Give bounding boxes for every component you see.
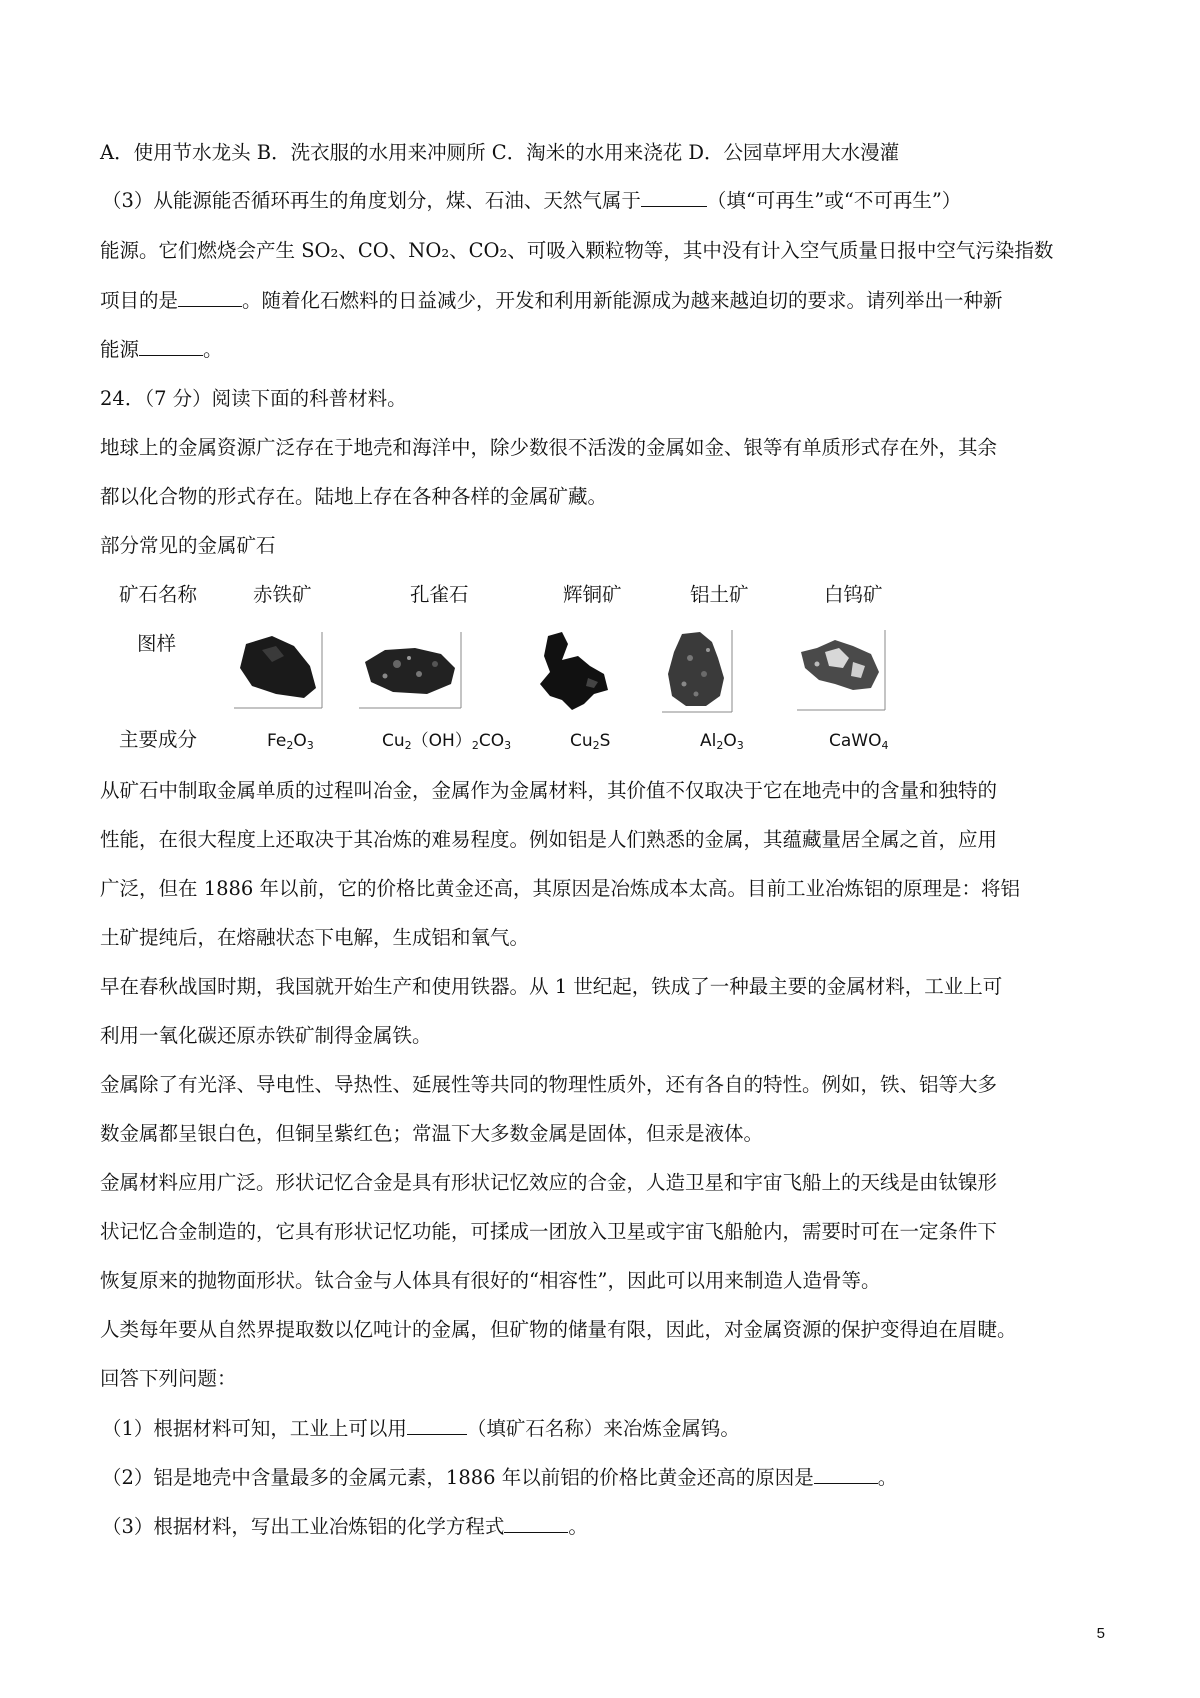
malachite-ore-image xyxy=(357,630,467,710)
text-segment: 项目的是 xyxy=(100,289,179,312)
ore-name: 辉铜矿 xyxy=(563,583,622,606)
question-23-part3-line3 xyxy=(100,288,1003,314)
text-segment: （3）从能源能否循环再生的角度划分，煤、石油、天然气属于 xyxy=(102,189,641,212)
paragraph-line: 性能，在很大程度上还取决于其冶炼的难易程度。例如铝是人们熟悉的金属，其蕴藏量居全属之首，应用 xyxy=(100,828,998,851)
text-segment: （填“可再生”或“不可再生”） xyxy=(706,189,962,212)
question-23-part3-line2: 能源。它们燃烧会产生 SO₂、CO、NO₂、CO₂、可吸入颗粒物等，其中没有计入空气质量日报中空气污染指数 xyxy=(100,239,1054,262)
question-24-heading: 24．（7 分）阅读下面的科普材料。 xyxy=(100,387,407,410)
formula-subscript: 2 xyxy=(286,739,294,752)
formula-subscript: 4 xyxy=(881,739,889,752)
ore-image-row-label: 图样 xyxy=(137,632,177,655)
answer-blank xyxy=(504,1514,568,1533)
paragraph-line: 金属材料应用广泛。形状记忆合金是具有形状记忆效应的合金，人造卫星和宇宙飞船上的天线是由钛镍形 xyxy=(100,1171,998,1194)
question-24-part1 xyxy=(102,1416,740,1442)
text-segment: 能源 xyxy=(100,338,140,361)
bauxite-ore-image xyxy=(660,628,738,714)
question-24-part3 xyxy=(102,1514,588,1540)
question-23-options: A．使用节水龙头 B．洗衣服的水用来冲厕所 C．淘米的水用来浇花 D．公园草坪用大水漫灌 xyxy=(100,141,900,164)
formula-subscript: 2 xyxy=(716,739,724,752)
paragraph-line: 地球上的金属资源广泛存在于地壳和海洋中，除少数很不活泼的金属如金、银等有单质形式存在外，其余 xyxy=(100,436,998,459)
answer-blank xyxy=(139,337,203,356)
answer-blank xyxy=(814,1465,878,1484)
paragraph-line: 人类每年要从自然界提取数以亿吨计的金属，但矿物的储量有限，因此，对金属资源的保护变得迫在眉睫。 xyxy=(100,1318,1017,1341)
formula-part: CO xyxy=(478,731,505,751)
ore-name: 铝土矿 xyxy=(690,583,749,606)
text-segment: 。随着化石燃料的日益减少，开发和利用新能源成为越来越迫切的要求。请列举出一种新 xyxy=(242,289,1003,312)
formula-part: Cu xyxy=(382,731,405,751)
formula-part: Al xyxy=(700,731,717,751)
formula-subscript: 3 xyxy=(736,739,744,752)
paragraph-line: 都以化合物的形式存在。陆地上存在各种各样的金属矿藏。 xyxy=(100,485,608,508)
text-segment: （3）根据材料，写出工业冶炼铝的化学方程式 xyxy=(102,1515,505,1538)
paragraph-line: 土矿提纯后，在熔融状态下电解，生成铝和氧气。 xyxy=(100,926,530,949)
text-segment: （填矿石名称）来冶炼金属钨。 xyxy=(466,1417,740,1440)
paragraph-line: 广泛，但在 1886 年以前，它的价格比黄金还高，其原因是冶炼成本太高。目前工业冶炼铝的原理是：将铝 xyxy=(100,877,1021,900)
question-24-part2 xyxy=(102,1465,897,1491)
ore-name: 白钨矿 xyxy=(824,583,883,606)
chalcocite-ore-image xyxy=(528,630,620,718)
ore-formula-row-label: 主要成分 xyxy=(119,728,198,751)
text-segment: （1）根据材料可知，工业上可以用 xyxy=(102,1417,407,1440)
question-23-part3-line1 xyxy=(102,188,961,214)
formula-part: S xyxy=(599,731,611,751)
formula-part: Fe xyxy=(267,731,287,751)
ore-formula xyxy=(700,729,744,758)
ore-name: 孔雀石 xyxy=(410,583,469,606)
ore-formula xyxy=(382,729,511,758)
text-segment: 。 xyxy=(568,1515,588,1538)
text-segment: 。 xyxy=(203,338,223,361)
answer-blank xyxy=(641,188,707,207)
question-23-part3-line4 xyxy=(100,337,223,363)
scheelite-ore-image xyxy=(795,628,891,712)
text-segment: 。 xyxy=(877,1466,898,1489)
paragraph-line: 金属除了有光泽、导电性、导热性、延展性等共同的物理性质外，还有各自的特性。例如，铁、铝等大多 xyxy=(100,1073,998,1096)
ore-name-row-label: 矿石名称 xyxy=(119,583,198,606)
formula-subscript: 2 xyxy=(404,739,412,752)
hematite-ore-image xyxy=(232,630,326,710)
formula-part: CaWO xyxy=(829,731,882,751)
formula-subscript: 2 xyxy=(592,739,600,752)
text-segment: （2）铝是地壳中含量最多的金属元素，1886 年以前铝的价格比黄金还高的原因是 xyxy=(102,1466,814,1489)
paragraph-line: 状记忆合金制造的，它具有形状记忆功能，可揉成一团放入卫星或宇宙飞船舱内，需要时可在一定条件下 xyxy=(100,1220,998,1243)
formula-part: Cu xyxy=(570,731,593,751)
formula-part: O xyxy=(723,731,737,751)
ore-name: 赤铁矿 xyxy=(253,583,312,606)
paragraph-line: 早在春秋战国时期，我国就开始生产和使用铁器。从 1 世纪起，铁成了一种最主要的金属材料，工业上可 xyxy=(100,975,1003,998)
ore-formula xyxy=(570,729,610,758)
questions-intro: 回答下列问题： xyxy=(100,1367,237,1390)
answer-blank xyxy=(407,1416,467,1435)
formula-part: O xyxy=(293,731,307,751)
ore-formula xyxy=(267,729,314,758)
formula-subscript: 2 xyxy=(471,739,479,752)
formula-subscript: 3 xyxy=(504,739,512,752)
page-number: 5 xyxy=(1096,1625,1105,1642)
ore-table-caption: 部分常见的金属矿石 xyxy=(100,534,276,557)
answer-blank xyxy=(178,288,242,307)
paragraph-line: 恢复原来的抛物面形状。钛合金与人体具有很好的“相容性”，因此可以用来制造人造骨等。 xyxy=(100,1269,881,1292)
formula-subscript: 3 xyxy=(306,739,314,752)
paragraph-line: 从矿石中制取金属单质的过程叫冶金，金属作为金属材料，其价值不仅取决于它在地壳中的含量和独特的 xyxy=(100,779,998,802)
paragraph-line: 利用一氧化碳还原赤铁矿制得金属铁。 xyxy=(100,1024,432,1047)
paragraph-line: 数金属都呈银白色，但铜呈紫红色；常温下大多数金属是固体，但汞是液体。 xyxy=(100,1122,764,1145)
ore-formula xyxy=(829,729,888,758)
formula-part: （OH） xyxy=(411,731,472,751)
